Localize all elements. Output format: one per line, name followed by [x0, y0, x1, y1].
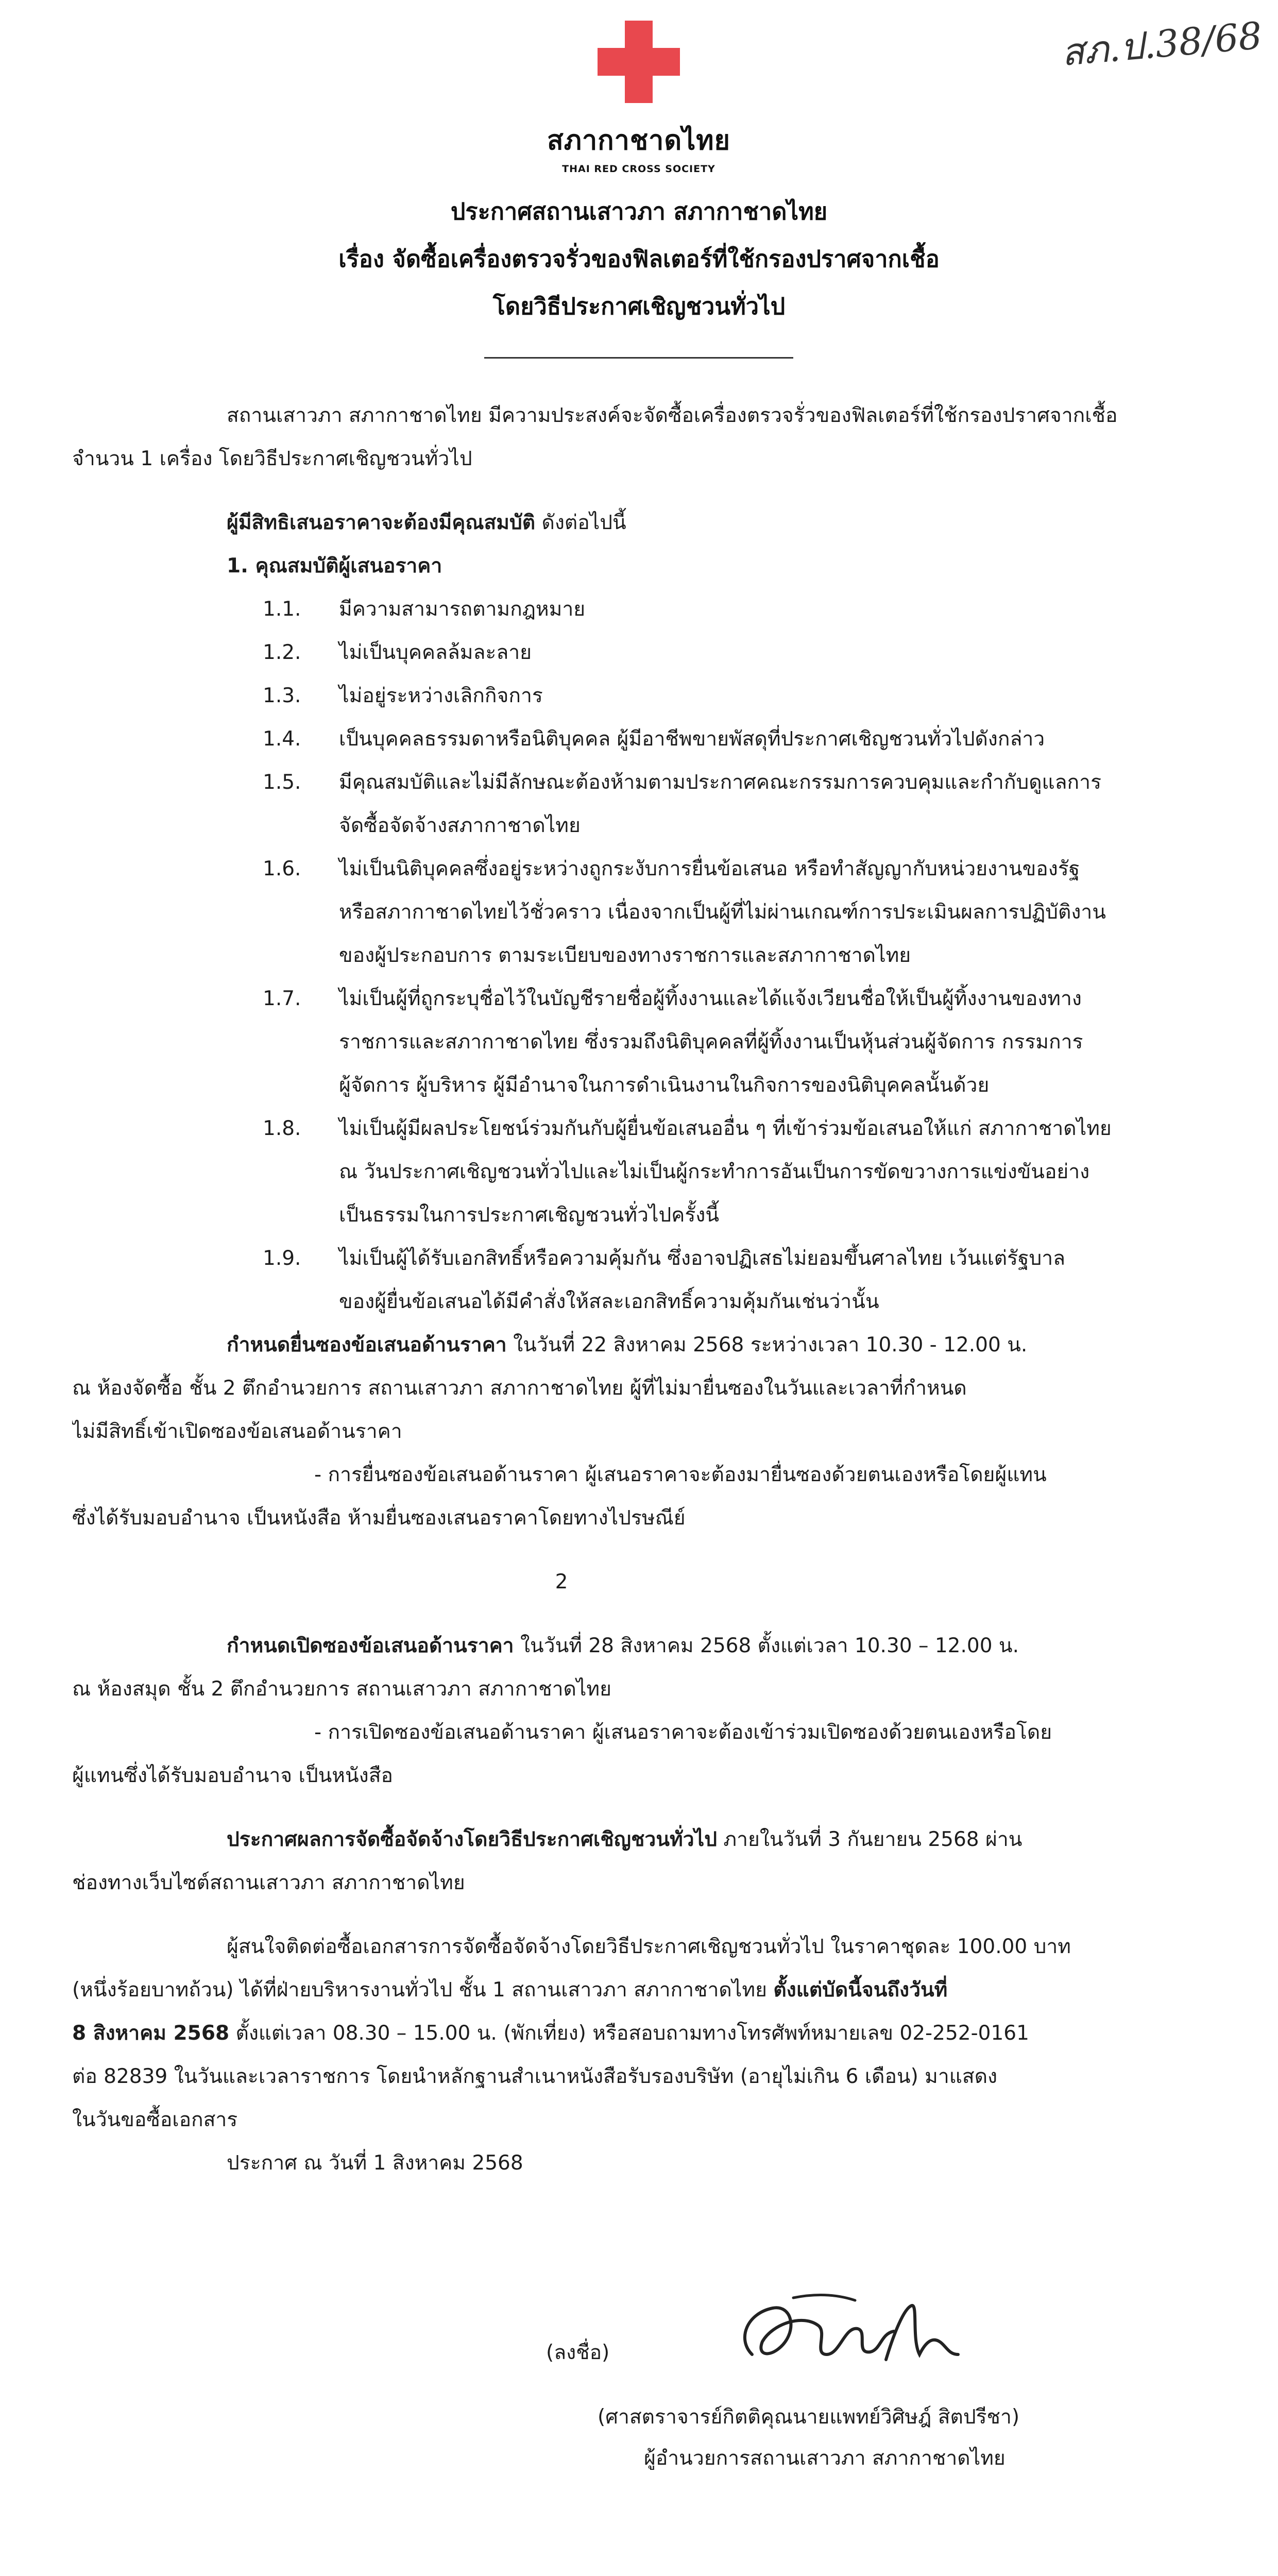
qualification-item	[227, 1194, 1123, 1237]
qualification-number	[227, 1280, 314, 1324]
purchase-line-2	[72, 1969, 1123, 2012]
qualification-item	[227, 718, 1123, 761]
qualification-item	[227, 1021, 1123, 1064]
qualification-number	[227, 1194, 314, 1237]
section-title: 1. คุณสมบัติผู้เสนอราคา	[227, 554, 442, 578]
qualification-item	[227, 1237, 1123, 1280]
qualification-item	[227, 848, 1123, 891]
qualification-item	[227, 761, 1123, 804]
qualification-item	[227, 977, 1123, 1021]
qualification-item	[227, 1150, 1123, 1194]
page-number: 2	[555, 1570, 568, 1594]
submission-note-2: ซึ่งได้รับมอบอำนาจ เป็นหนังสือ ห้ามยื่นซองเสนอราคาโดยทางไปรษณีย์	[72, 1506, 686, 1530]
qualification-list	[227, 588, 1123, 1324]
qualification-text: ของผู้ประกอบการ ตามระเบียบของทางราชการและสภากาชาดไทย	[339, 944, 911, 967]
submission-line-3: ไม่มีสิทธิ์เข้าเปิดซองข้อเสนอด้านราคา	[72, 1420, 402, 1443]
qualifications-heading-rest: ดังต่อไปนี้	[535, 511, 626, 534]
qualification-text: ไม่อยู่ระหว่างเลิกกิจการ	[339, 684, 543, 707]
qualification-item	[227, 674, 1123, 718]
qualification-text: ไม่เป็นผู้ได้รับเอกสิทธิ์หรือความคุ้มกัน ซึ่งอาจปฏิเสธไม่ยอมขึ้นศาลไทย เว้นแต่รัฐบาล	[339, 1247, 1066, 1270]
qualification-text: เป็นบุคคลธรรมดาหรือนิติบุคคล ผู้มีอาชีพขายพัสดุที่ประกาศเชิญชวนทั่วไปดังกล่าว	[339, 727, 1045, 751]
handwritten-signature	[716, 2277, 963, 2380]
submission-line-2: ณ ห้องจัดซื้อ ชั้น 2 ตึกอำนวยการ สถานเสาวภา สภากาชาดไทย ผู้ที่ไม่มายื่นซองในวันและเวลาที่กำหนด	[72, 1377, 967, 1400]
qualification-item	[227, 1107, 1123, 1150]
intro-line-2: จำนวน 1 เครื่อง โดยวิธีประกาศเชิญชวนทั่วไป	[72, 447, 472, 470]
title-line-1: ประกาศสถานเสาวภา สภากาชาดไทย	[450, 198, 828, 225]
qualification-item	[227, 588, 1123, 631]
opening-line-1	[227, 1624, 1123, 1668]
org-name-en: THAI RED CROSS SOCIETY	[562, 163, 715, 175]
purchase-deadline: 8 สิงหาคม 2568	[72, 2022, 230, 2045]
qualification-text: ไม่เป็นนิติบุคคลซึ่งอยู่ระหว่างถูกระงับการยื่นข้อเสนอ หรือทำสัญญากับหน่วยงานของรัฐ	[339, 857, 1080, 880]
results-line-1	[227, 1818, 1123, 1861]
qualification-number	[227, 804, 314, 848]
qualification-text: ผู้จัดการ ผู้บริหาร ผู้มีอำนาจในการดำเนินงานในกิจการของนิติบุคคลนั้นด้วย	[339, 1074, 990, 1097]
qualification-number: 1.1.	[263, 598, 301, 621]
qualification-text: มีความสามารถตามกฎหมาย	[339, 598, 586, 621]
results-heading: ประกาศผลการจัดซื้อจัดจ้างโดยวิธีประกาศเชิญชวนทั่วไป	[227, 1828, 717, 1851]
results-line-2: ช่องทางเว็บไซต์สถานเสาวภา สภากาชาดไทย	[72, 1871, 465, 1894]
opening-text: ในวันที่ 28 สิงหาคม 2568 ตั้งแต่เวลา 10.30 – 12.00 น.	[514, 1634, 1019, 1657]
opening-note-2: ผู้แทนซึ่งได้รับมอบอำนาจ เป็นหนังสือ	[72, 1764, 393, 1787]
qualification-item	[227, 1064, 1123, 1107]
signer-name: (ศาสตราจารย์กิตติคุณนายแพทย์วิศิษฎ์ สิตปรีชา)	[598, 2405, 1020, 2429]
submission-line-1	[227, 1324, 1123, 1367]
qualification-text: จัดซื้อจัดจ้างสภากาชาดไทย	[339, 814, 581, 837]
signature-label: (ลงชื่อ)	[546, 2341, 610, 2364]
qualification-number	[227, 1064, 314, 1107]
qualification-number: 1.3.	[263, 684, 301, 707]
purchase-line-1: ผู้สนใจติดต่อซื้อเอกสารการจัดซื้อจัดจ้างโดยวิธีประกาศเชิญชวนทั่วไป ในราคาชุดละ 100.00 บาท	[227, 1935, 1071, 1958]
org-name-th: สภากาชาดไทย	[547, 125, 731, 156]
qualification-text: หรือสภากาชาดไทยไว้ชั่วคราว เนื่องจากเป็นผู้ที่ไม่ผ่านเกณฑ์การประเมินผลการปฏิบัติงาน	[339, 901, 1106, 924]
qualification-number: 1.9.	[263, 1247, 301, 1270]
announcement-body	[72, 394, 1123, 2185]
intro-line-1: สถานเสาวภา สภากาชาดไทย มีความประสงค์จะจัดซื้อเครื่องตรวจรั่วของฟิลเตอร์ที่ใช้กรองปราศจากเชื้อ	[227, 404, 1118, 427]
qualification-number: 1.2.	[263, 641, 301, 664]
qualification-number: 1.7.	[263, 987, 301, 1010]
title-divider	[484, 357, 793, 359]
qualification-item	[227, 1280, 1123, 1324]
qualification-text: ของผู้ยื่นข้อเสนอได้มีคำสั่งให้สละเอกสิทธิ์ความคุ้มกันเช่นว่านั้น	[339, 1290, 879, 1313]
qualification-number: 1.6.	[263, 857, 301, 880]
announcement-title	[103, 188, 1175, 330]
purchase-line-3	[72, 2012, 1123, 2055]
announce-date: ประกาศ ณ วันที่ 1 สิงหาคม 2568	[227, 2151, 523, 2175]
qualification-number	[227, 934, 314, 977]
qualification-number: 1.8.	[263, 1117, 301, 1140]
purchase-line-4: ต่อ 82839 ในวันและเวลาราชการ โดยนำหลักฐานสำเนาหนังสือรับรองบริษัท (อายุไม่เกิน 6 เดือน) มาแสดง	[72, 2065, 998, 2088]
qualification-number	[227, 891, 314, 934]
qualification-text: ณ วันประกาศเชิญชวนทั่วไปและไม่เป็นผู้กระทำการอันเป็นการขัดขวางการแข่งขันอย่าง	[339, 1160, 1090, 1183]
red-cross-icon	[598, 21, 680, 103]
qualification-text: ไม่เป็นบุคคลล้มละลาย	[339, 641, 532, 664]
opening-line-2: ณ ห้องสมุด ชั้น 2 ตึกอำนวยการ สถานเสาวภา สภากาชาดไทย	[72, 1677, 611, 1701]
title-line-2: เรื่อง จัดซื้อเครื่องตรวจรั่วของฟิลเตอร์ที่ใช้กรองปราศจากเชื้อ	[338, 245, 940, 273]
qualification-item	[227, 891, 1123, 934]
submission-heading: กำหนดยื่นซองข้อเสนอด้านราคา	[227, 1333, 507, 1357]
submission-note-1: - การยื่นซองข้อเสนอด้านราคา ผู้เสนอราคาจะต้องมายื่นซองด้วยตนเองหรือโดยผู้แทน	[314, 1463, 1047, 1486]
purchase-line-2-text: (หนึ่งร้อยบาทถ้วน) ได้ที่ฝ่ายบริหารงานทั่วไป ชั้น 1 สถานเสาวภา สภากาชาดไทย	[72, 1978, 774, 2002]
opening-note-1: - การเปิดซองข้อเสนอด้านราคา ผู้เสนอราคาจะต้องเข้าร่วมเปิดซองด้วยตนเองหรือโดย	[314, 1721, 1052, 1744]
qualification-number	[227, 1021, 314, 1064]
signer-position: ผู้อำนวยการสถานเสาวภา สภากาชาดไทย	[644, 2447, 1006, 2470]
qualification-item	[227, 804, 1123, 848]
purchase-line-5: ในวันขอซื้อเอกสาร	[72, 2108, 238, 2131]
qualification-text: มีคุณสมบัติและไม่มีลักษณะต้องห้ามตามประกาศคณะกรรมการควบคุมและกำกับดูแลการ	[339, 771, 1102, 794]
red-cross-logo	[515, 21, 762, 175]
qualification-text: เป็นธรรมในการประกาศเชิญชวนทั่วไปครั้งนี้	[339, 1204, 720, 1227]
qualification-number	[227, 1150, 314, 1194]
qualification-number: 1.4.	[263, 727, 301, 751]
qualification-number: 1.5.	[263, 771, 301, 794]
qualifications-heading-bold: ผู้มีสิทธิเสนอราคาจะต้องมีคุณสมบัติ	[227, 511, 536, 534]
qualifications-heading	[227, 501, 1123, 545]
qualification-text: ไม่เป็นผู้ที่ถูกระบุชื่อไว้ในบัญชีรายชื่อผู้ทิ้งงานและได้แจ้งเวียนชื่อให้เป็นผู้ทิ้งงานของทาง	[339, 987, 1082, 1010]
qualification-item	[227, 934, 1123, 977]
qualification-item	[227, 631, 1123, 674]
opening-heading: กำหนดเปิดซองข้อเสนอด้านราคา	[227, 1634, 514, 1657]
purchase-line-2-bold: ตั้งแต่บัดนี้จนถึงวันที่	[773, 1978, 948, 2002]
results-text: ภายในวันที่ 3 กันยายน 2568 ผ่าน	[717, 1828, 1023, 1851]
reference-number: สภ.ป.38/68	[1060, 13, 1264, 75]
purchase-line-3-text: ตั้งแต่เวลา 08.30 – 15.00 น. (พักเที่ยง) หรือสอบถามทางโทรศัพท์หมายเลข 02-252-0161	[229, 2022, 1029, 2045]
title-line-3: โดยวิธีประกาศเชิญชวนทั่วไป	[492, 293, 786, 320]
qualification-text: ราชการและสภากาชาดไทย ซึ่งรวมถึงนิติบุคคลที่ผู้ทิ้งงานเป็นหุ้นส่วนผู้จัดการ กรรมการ	[339, 1030, 1083, 1054]
submission-text: ในวันที่ 22 สิงหาคม 2568 ระหว่างเวลา 10.30 - 12.00 น.	[506, 1333, 1028, 1357]
qualification-text: ไม่เป็นผู้มีผลประโยชน์ร่วมกันกับผู้ยื่นข้อเสนออื่น ๆ ที่เข้าร่วมข้อเสนอให้แก่ สภากาชาดไทย	[339, 1117, 1112, 1140]
